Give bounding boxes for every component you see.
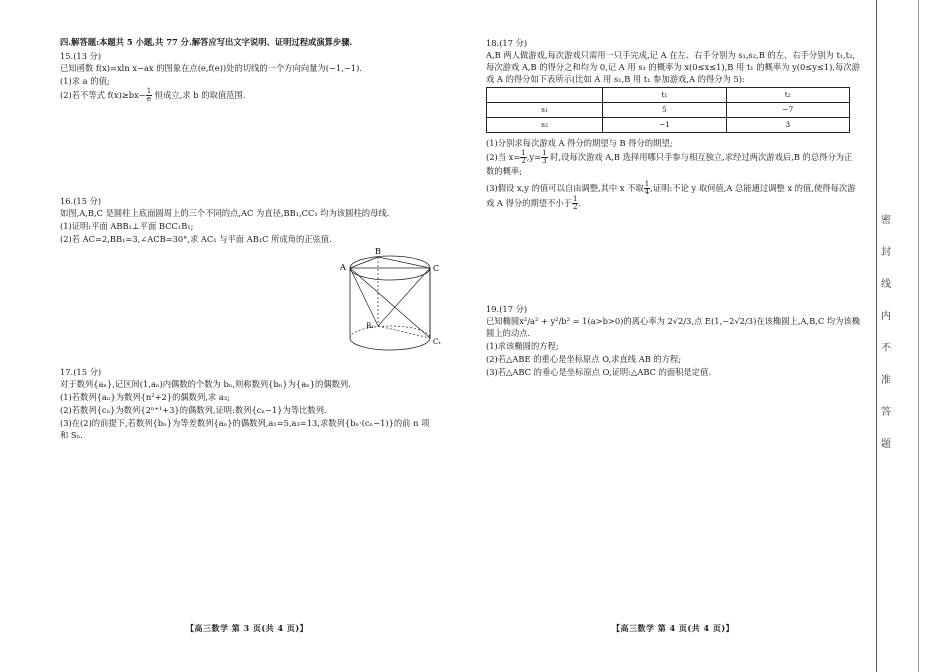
footer-page-4: 【高三数学 第 4 页(共 4 页)】 xyxy=(612,623,735,633)
seal-char: 不 xyxy=(881,343,891,354)
right-column xyxy=(486,36,860,379)
binding-edge xyxy=(918,0,919,672)
line-bc xyxy=(378,257,430,268)
q18-head: 18.(17 分) xyxy=(486,38,528,48)
q15-p2-text-b: 恒成立,求 b 的取值范围. xyxy=(152,90,246,101)
question-16 xyxy=(60,195,442,356)
seal-char: 密 xyxy=(881,215,891,226)
row-label-s2: s₂ xyxy=(487,118,603,133)
line-b1c1 xyxy=(378,326,430,338)
cell-s1-t1: 5 xyxy=(603,103,726,118)
label-c: C xyxy=(433,264,440,274)
seal-char: 准 xyxy=(881,375,891,386)
q18-p2-text-a: (2)当 x= xyxy=(486,152,521,163)
q15-head: 15.(13 分) xyxy=(60,51,102,62)
q15-p2-text-a: (2)若不等式 f(x)≥bx− xyxy=(60,90,146,101)
q18-part3 xyxy=(486,181,860,211)
q15-part2 xyxy=(60,88,436,103)
q19-head: 19.(17 分) xyxy=(486,304,528,315)
score-table-corner xyxy=(487,88,603,103)
q19-eccentricity: 2√2/3 xyxy=(667,316,692,327)
q17-part3: (3)在(2)的前提下,若数列{bₙ}为等差数列{aₙ}的偶数列,a₁=5,a₃=13,求数列{bₙ·(cₙ−1)}的前 n 项和 Sₙ. xyxy=(60,418,430,441)
seal-char: 题 xyxy=(881,439,891,450)
label-a: A xyxy=(340,263,346,273)
section-title: 四.解答题:本题共 5 小题,共 77 分.解答应写出文字说明、证明过程或演算步骤. xyxy=(60,37,353,47)
q18-part2 xyxy=(486,150,860,177)
binding-line xyxy=(876,0,877,672)
q15-part1: (1)求 a 的值; xyxy=(60,76,110,87)
score-table-col-t2: t₂ xyxy=(726,88,849,103)
q17-part2: (2)若数列{cₙ}为数列{2ⁿ⁺¹+3}的偶数列,证明:数列{cₙ−1}为等比数列. xyxy=(60,405,327,416)
q16-head: 16.(15 分) xyxy=(60,196,102,207)
q16-stem: 如图,A,B,C 是圆柱上底面圆周上的三个不同的点,AC 为直径,BB₁,CC₁ 均为该圆柱的母线. xyxy=(60,208,390,219)
question-19 xyxy=(486,303,860,378)
q18-stem: A,B 两人做游戏,每次游戏只需用一只手完成,记 A 在左、右手分别为 s₁,s₂,B 的左、右手分别为 t₁,t₂,每次游戏 A,B 的得分之和均为 0,记 A 用 s₁ 的概率为 x(0≤x≤1),B 用 t₁ 的概率为 y(0≤y≤1),每次游戏 A 的得分如下表所示(比如 A 用 s₁,B 用 t₁ 参加游戏,A 的得分为 5): xyxy=(486,50,860,85)
q18-frac-quarter-den: 4 xyxy=(644,188,650,197)
q17-part1: (1)若数列{aₙ}为数列{n²+2}的偶数列,求 a₃; xyxy=(60,392,230,403)
seal-char: 内 xyxy=(881,311,891,322)
q18-frac-half-den: 2 xyxy=(572,203,578,212)
q15-frac-den: e xyxy=(146,95,152,104)
q18-p2-text-b: ,y= xyxy=(526,152,542,163)
q19-ellipse-eq: x²/a² + y²/b² = 1 xyxy=(519,316,588,327)
q19-stem-b: (a>b>0)的离心率为 xyxy=(587,316,668,327)
question-18 xyxy=(486,37,860,211)
footer-page-3: 【高三数学 第 3 页(共 4 页)】 xyxy=(186,623,309,633)
score-table xyxy=(486,87,850,133)
score-table-header-row xyxy=(487,88,850,103)
label-c1: C₁ xyxy=(433,338,442,347)
q18-frac-x-den: 2 xyxy=(521,157,526,166)
line-cb1 xyxy=(378,268,430,326)
q18-p3-text-a: (3)假设 x,y 的值可以自由调整,其中 x 不取 xyxy=(486,183,644,194)
cell-s1-t2: −7 xyxy=(726,103,849,118)
q18-p2-text-c: 时,设每次游戏 A,B 选择用哪只手参与相互独立,求经过两次游戏后,B 的总得分为正数的概率; xyxy=(486,152,853,177)
seal-char: 线 xyxy=(881,279,891,290)
seal-notice xyxy=(878,214,894,470)
q19-stem xyxy=(486,315,860,339)
q15-stem: 已知函数 f(x)=xln x−ax 的图象在点(e,f(e))处的切线的一个方向向量为(−1,−1). xyxy=(60,63,362,74)
q19-point-y: 2√2/3 xyxy=(729,316,754,327)
q16-part2: (2)若 AC=2,BB₁=3,∠ACB=30°,求 AC₁ 与平面 AB₁C 所成角的正弦值. xyxy=(60,234,332,245)
q19-stem-d: )在该椭圆上,A,B,C 均为该椭圆上的动点. xyxy=(486,316,860,339)
q18-frac-quarter-num: 1 xyxy=(644,180,650,189)
q18-frac-y-num: 1 xyxy=(542,149,547,158)
label-b: B xyxy=(375,247,381,257)
seal-char: 封 xyxy=(881,247,891,258)
q17-head: 17.(15 分) xyxy=(60,367,102,378)
q19-part1: (1)求该椭圆的方程; xyxy=(486,341,559,352)
cell-s2-t2: 3 xyxy=(726,118,849,133)
line-ab1 xyxy=(350,268,378,326)
question-17 xyxy=(60,366,436,441)
q18-part1: (1)分别求每次游戏 A 得分的期望与 B 得分的期望; xyxy=(486,138,673,149)
line-ac1 xyxy=(350,268,430,338)
q17-stem: 对于数列{aₙ},记区间(1,aₙ)内偶数的个数为 bₙ,则称数列{bₙ}为{aₙ}的偶数列. xyxy=(60,379,351,390)
q19-part2: (2)若△ABE 的重心是坐标原点 O,求直线 AB 的方程; xyxy=(486,354,682,365)
table-row xyxy=(487,103,850,118)
cylinder-figure xyxy=(340,246,450,356)
q18-p3-text-b: ,证明:不论 y 取何值,A 总能通过调整 x 的值,使得每次游戏 A 得分的期望不小于 xyxy=(486,183,856,209)
left-column xyxy=(60,36,442,442)
cell-s2-t1: −1 xyxy=(603,118,726,133)
bottom-ellipse-front xyxy=(350,338,430,350)
q18-frac-x-num: 1 xyxy=(521,149,526,158)
table-row xyxy=(487,118,850,133)
seal-char: 答 xyxy=(881,407,891,418)
label-b1: B₁ xyxy=(366,322,374,331)
q15-frac-num: 1 xyxy=(146,87,152,96)
row-label-s1: s₁ xyxy=(487,103,603,118)
q18-p3-text-c: . xyxy=(578,198,582,209)
q19-stem-c: ,点 E(1,− xyxy=(691,316,730,327)
score-table-col-t1: t₁ xyxy=(603,88,726,103)
question-15 xyxy=(60,50,436,103)
q18-frac-y-den: 3 xyxy=(542,157,547,166)
q19-part3: (3)若△ABC 的垂心是坐标原点 O,证明:△ABC 的面积是定值. xyxy=(486,367,712,378)
q16-part1: (1)证明:平面 ABB₁⊥平面 BCC₁B₁; xyxy=(60,221,194,232)
q18-frac-half-num: 1 xyxy=(572,195,578,204)
q19-stem-a: 已知椭圆 xyxy=(486,316,520,327)
